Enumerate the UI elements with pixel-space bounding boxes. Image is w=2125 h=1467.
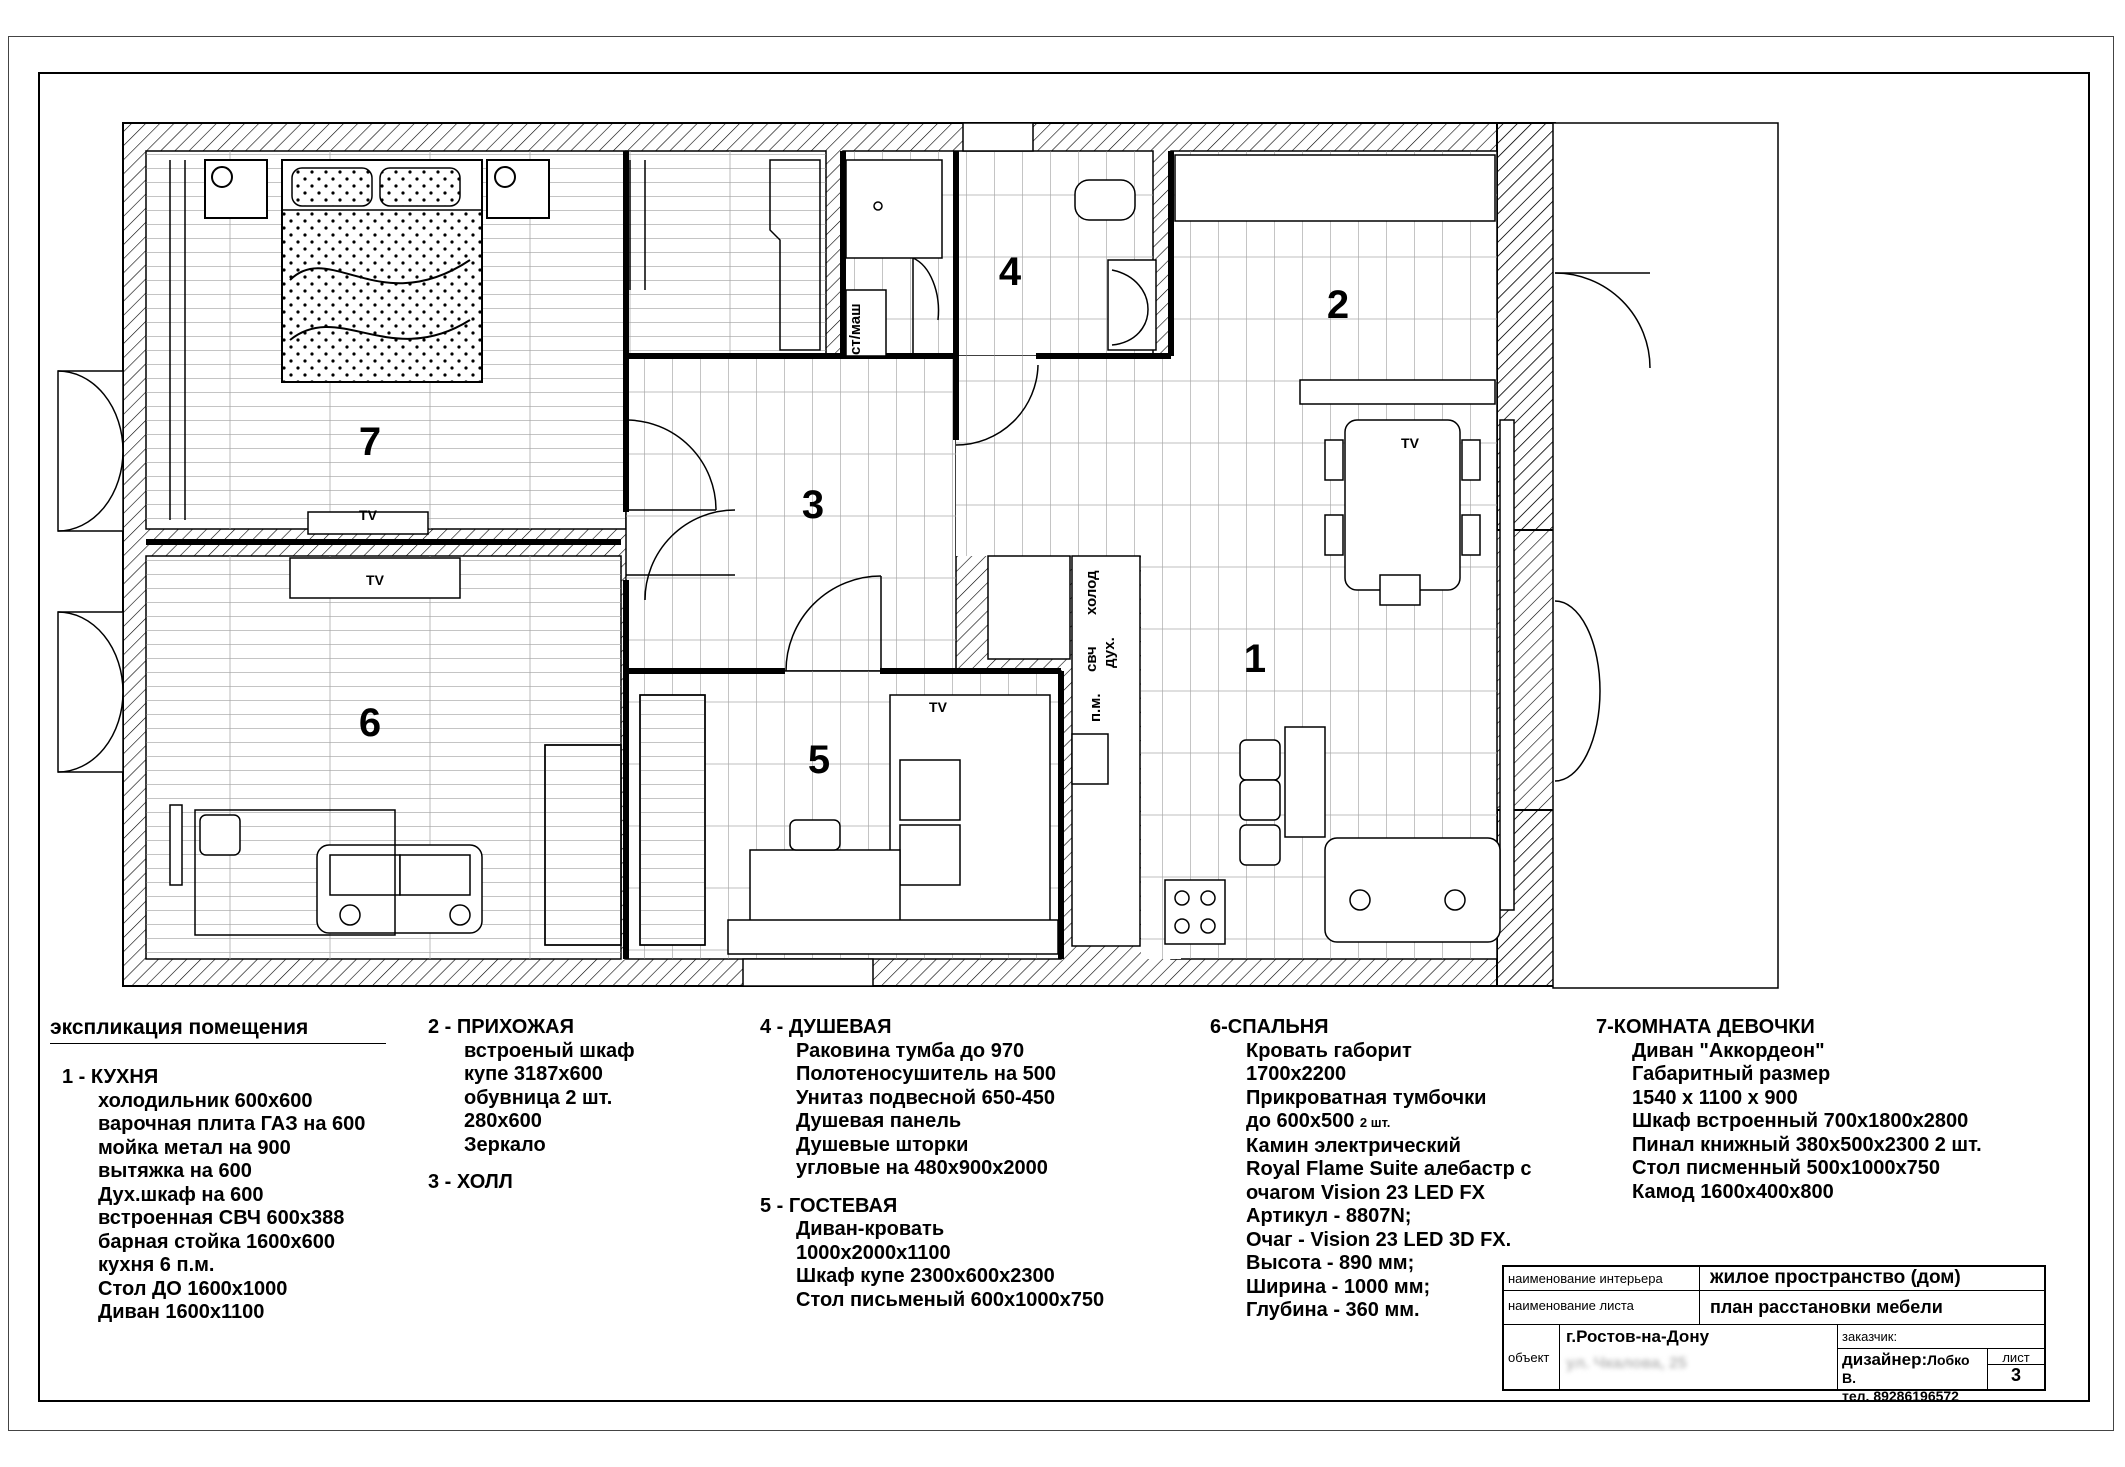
legend-item: Ширина - 1000 мм; <box>1246 1275 1431 1298</box>
legend-gap <box>760 1181 1104 1195</box>
bed <box>282 160 482 382</box>
legend-item: варочная плита ГАЗ на 600 <box>98 1113 366 1135</box>
legend-heading: 5 - ГОСТЕВАЯ <box>760 1194 898 1217</box>
legend-item <box>1210 1110 1532 1135</box>
designer-name: Лобко В. <box>1842 1352 1970 1386</box>
legend-item: Душевые шторки <box>796 1133 969 1156</box>
designer-phone: тел. 89286196572 <box>1842 1388 1959 1404</box>
legend-column-kitchen <box>62 1066 365 1325</box>
legend-item: Шкаф встроенный 700x1800x2800 <box>1632 1110 1969 1132</box>
legend-item: Royal Flame Suite алебастр с <box>1246 1158 1532 1180</box>
legend-column-shower <box>760 1016 1104 1312</box>
tv-label-room1: TV <box>1401 435 1419 451</box>
legend-item: 1540 x 1100 x 900 <box>1632 1086 1798 1109</box>
tv-label-room6: TV <box>366 572 384 588</box>
dishwasher-label: п.м. <box>1087 693 1104 722</box>
legend-item: очагом Vision 23 LED FX <box>1246 1181 1485 1204</box>
legend-item: 280x600 <box>464 1110 542 1132</box>
legend-item: Стол ДО 1600x1000 <box>98 1277 288 1300</box>
legend-gap <box>428 1157 635 1171</box>
legend-item: угловые на 480x900x2000 <box>796 1157 1048 1179</box>
title-block <box>1502 1265 2046 1404</box>
legend-item: Камин электрический <box>1246 1134 1461 1157</box>
legend-item: Душевая панель <box>796 1110 962 1132</box>
legend-heading: 3 - ХОЛЛ <box>428 1171 513 1193</box>
object-label: объект <box>1508 1350 1550 1365</box>
legend-item: вытяжка на 600 <box>98 1160 252 1182</box>
legend-item: Унитаз подвесной 650-450 <box>796 1086 1056 1109</box>
legend-item: Стол письменый 600x1000x750 <box>796 1288 1105 1311</box>
object-city: г.Ростов-на-Дону <box>1566 1327 1710 1346</box>
sheet-number: 3 <box>2010 1365 2021 1385</box>
legend-item: Прикроватная тумбочки <box>1246 1086 1487 1109</box>
room-number-3: 3 <box>801 483 825 527</box>
legend-item: Очаг - Vision 23 LED 3D FX. <box>1246 1228 1512 1251</box>
object-street: ул. Чкалова, 25 <box>1566 1355 1687 1372</box>
room-number-2: 2 <box>1326 283 1350 327</box>
oven-label: дух. <box>1101 637 1118 668</box>
legend-item: Диван-кровать <box>796 1218 945 1240</box>
designer-label: дизайнер: <box>1842 1350 1928 1369</box>
room-number-4: 4 <box>998 250 1022 294</box>
legend-item-text: до 600x500 <box>1246 1110 1355 1132</box>
interior-name-value: жилое пространство (дом) <box>1710 1267 1961 1288</box>
tv-label-room7: TV <box>359 507 377 523</box>
legend-item: купе 3187x600 <box>464 1063 603 1085</box>
microwave-label: свч <box>1083 646 1100 672</box>
client-label: заказчик: <box>1842 1329 1898 1344</box>
legend-item: 1000x2000x1100 <box>796 1241 951 1264</box>
legend-item: Камод 1600x400x800 <box>1632 1180 1834 1203</box>
sheet-label: лист <box>2002 1350 2030 1365</box>
room-number-1: 1 <box>1243 637 1267 681</box>
legend-item: Пинал книжный 380x500x2300 2 шт. <box>1632 1133 1982 1156</box>
legend-column-hallway <box>428 1016 635 1195</box>
legend-item: мойка метал на 900 <box>98 1136 291 1159</box>
legend-item: встроенная СВЧ 600x388 <box>98 1207 345 1229</box>
legend-heading: 6-СПАЛЬНЯ <box>1210 1016 1329 1038</box>
legend-item: Диван 1600x1100 <box>98 1301 265 1323</box>
legend-item: обувница 2 шт. <box>464 1086 613 1109</box>
legend-item: Дух.шкаф на 600 <box>98 1183 264 1206</box>
legend-item: барная стойка 1600x600 <box>98 1230 335 1253</box>
washer-label: ст/маш <box>847 303 864 355</box>
legend-column-bedroom <box>1210 1016 1532 1323</box>
legend-item: Габаритный размер <box>1632 1063 1831 1085</box>
legend-item: Высота - 890 мм; <box>1246 1252 1415 1274</box>
legend-heading: 7-КОМНАТА ДЕВОЧКИ <box>1596 1016 1815 1038</box>
tv-label-room5: TV <box>929 699 947 715</box>
legend-item: Зеркало <box>464 1133 546 1156</box>
fridge-label: холод <box>1083 570 1100 615</box>
legend-heading: 1 - КУХНЯ <box>62 1066 159 1088</box>
sheet-name-label: наименование листа <box>1508 1298 1634 1313</box>
legend-item: 1700x2200 <box>1246 1063 1347 1085</box>
legend-item: Полотеносушитель на 500 <box>796 1063 1057 1085</box>
legend-item: Глубина - 360 мм. <box>1246 1299 1420 1321</box>
legend-item: холодильник 600x600 <box>98 1089 313 1112</box>
legend-item: кухня 6 п.м. <box>98 1254 215 1276</box>
legend-item: Артикул - 8807N; <box>1246 1205 1412 1227</box>
legend-column-girls-room <box>1596 1016 1982 1204</box>
legend-item-note: 2 шт. <box>1359 1115 1391 1130</box>
legend-item: Шкаф купе 2300x600x2300 <box>796 1265 1055 1287</box>
room-number-7: 7 <box>358 420 382 464</box>
legend-item: Раковина тумба до 970 <box>796 1039 1025 1062</box>
legend-item: Диван "Аккордеон" <box>1632 1039 1825 1062</box>
legend-heading: 2 - ПРИХОЖАЯ <box>428 1016 574 1038</box>
interior-name-label: наименование интерьера <box>1508 1271 1663 1286</box>
explication-title: экспликация помещения <box>50 1016 386 1044</box>
legend-heading: 4 - ДУШЕВАЯ <box>760 1016 892 1038</box>
room-number-6: 6 <box>358 701 382 745</box>
legend-item: Кровать габорит <box>1246 1039 1412 1062</box>
legend-item: Стол писменный 500x1000x750 <box>1632 1157 1940 1179</box>
legend-item: встроеный шкаф <box>464 1039 635 1062</box>
sheet-name-value: план расстановки мебели <box>1710 1297 1943 1317</box>
room-number-5: 5 <box>807 738 831 782</box>
